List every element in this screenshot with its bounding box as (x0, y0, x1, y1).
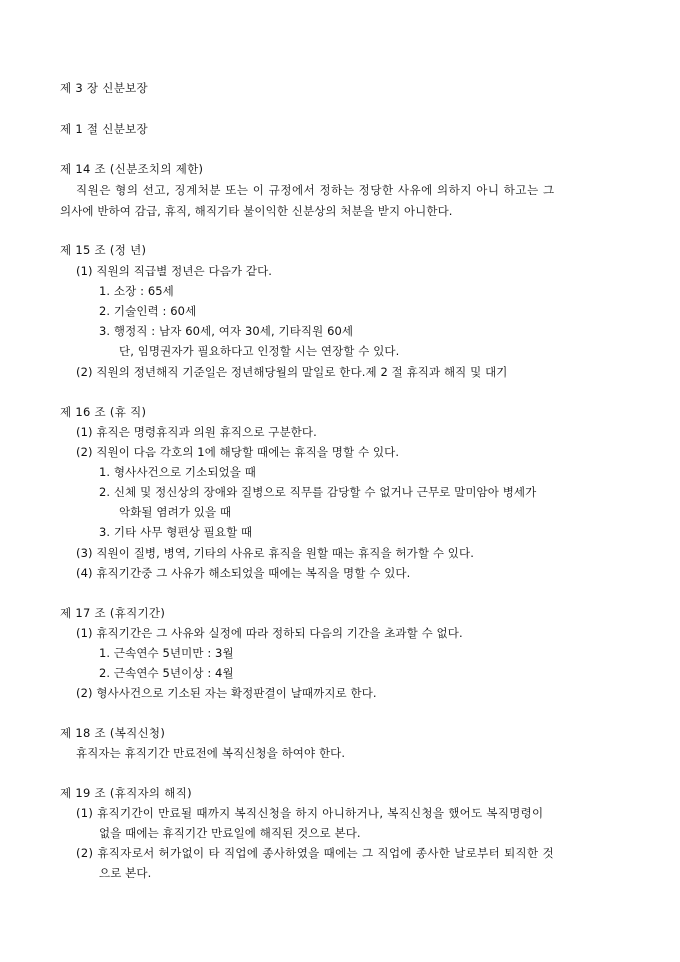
chapter-heading: 제 3 장 신분보장 (60, 81, 148, 95)
article-15-item-2: 2. 기술인력 : 60세 (99, 304, 197, 318)
article-14-title: 제 14 조 (신분조치의 제한) (60, 162, 204, 176)
article-16-item-2-line-2: 악화될 염려가 있을 때 (119, 505, 232, 519)
article-16-paragraph-4: (4) 휴직기간중 그 사유가 해소되었을 때에는 복직을 명할 수 있다. (76, 566, 411, 580)
article-16-paragraph-1: (1) 휴직은 명령휴직과 의원 휴직으로 구분한다. (76, 425, 317, 439)
article-16-title: 제 16 조 (휴 직) (60, 405, 147, 419)
article-16-item-2-line-1: 2. 신체 및 정신상의 장애와 질병으로 직무를 감당할 수 없거나 근무로 말미암아 병세가 (99, 485, 537, 499)
article-17-item-2: 2. 근속연수 5년이상 : 4월 (99, 666, 234, 680)
article-17-title: 제 17 조 (휴직기간) (60, 606, 166, 620)
article-18-body: 휴직자는 휴직기간 만료전에 복직신청을 하여야 한다. (76, 746, 346, 760)
article-15-item-1: 1. 소장 : 65세 (99, 284, 174, 298)
article-17-paragraph-1: (1) 휴직기간은 그 사유와 실정에 따라 정하되 다음의 기간을 초과할 수 없다. (76, 626, 463, 640)
article-17-paragraph-2: (2) 형사사건으로 기소된 자는 확정판결이 날때까지로 한다. (76, 686, 377, 700)
article-14-body-line-2: 의사에 반하여 감급, 휴직, 해직기타 불이익한 신분상의 처분을 받지 아니한다. (60, 204, 453, 218)
article-15-paragraph-2: (2) 직원의 정년해직 기준일은 정년해당월의 말일로 한다.제 2 절 휴직과 해직 및 대기 (76, 365, 508, 379)
article-15-item-3: 3. 행정직 : 남자 60세, 여자 30세, 기타직원 60세 (99, 324, 354, 338)
article-19-paragraph-2-line-2: 으로 본다. (99, 866, 152, 880)
article-15-proviso: 단, 임명권자가 필요하다고 인정할 시는 연장할 수 있다. (119, 344, 400, 358)
article-18-title: 제 18 조 (복직신청) (60, 726, 166, 740)
section-heading: 제 1 절 신분보장 (60, 122, 148, 136)
article-15-title: 제 15 조 (정 년) (60, 243, 147, 257)
article-17-item-1: 1. 근속연수 5년미만 : 3월 (99, 646, 234, 660)
article-19-title: 제 19 조 (휴직자의 해직) (60, 786, 192, 800)
article-16-paragraph-3: (3) 직원이 질병, 병역, 기타의 사유로 휴직을 원할 때는 휴직을 허가할 수 있다. (76, 546, 474, 560)
article-19-paragraph-1-line-2: 없을 때에는 휴직기간 만료일에 해직된 것으로 본다. (99, 826, 361, 840)
article-16-paragraph-2: (2) 직원이 다음 각호의 1에 해당할 때에는 휴직을 명할 수 있다. (76, 445, 400, 459)
article-14-body-line-1: 직원은 형의 선고, 징계처분 또는 이 규정에서 정하는 정당한 사유에 의하지 아니 하고는 그 (76, 183, 555, 197)
article-19-paragraph-1-line-1: (1) 휴직기간이 만료될 때까지 복직신청을 하지 아니하거나, 복직신청을 했어도 복직명령이 (76, 806, 544, 820)
article-16-item-3: 3. 기타 사무 형편상 필요할 때 (99, 525, 253, 539)
article-19-paragraph-2-line-1: (2) 휴직자로서 허가없이 타 직업에 종사하였을 때에는 그 직업에 종사한 날로부터 퇴직한 것 (76, 846, 554, 860)
article-16-item-1: 1. 형사사건으로 기소되었을 때 (99, 465, 256, 479)
article-15-paragraph-1: (1) 직원의 직급별 정년은 다음가 같다. (76, 264, 273, 278)
